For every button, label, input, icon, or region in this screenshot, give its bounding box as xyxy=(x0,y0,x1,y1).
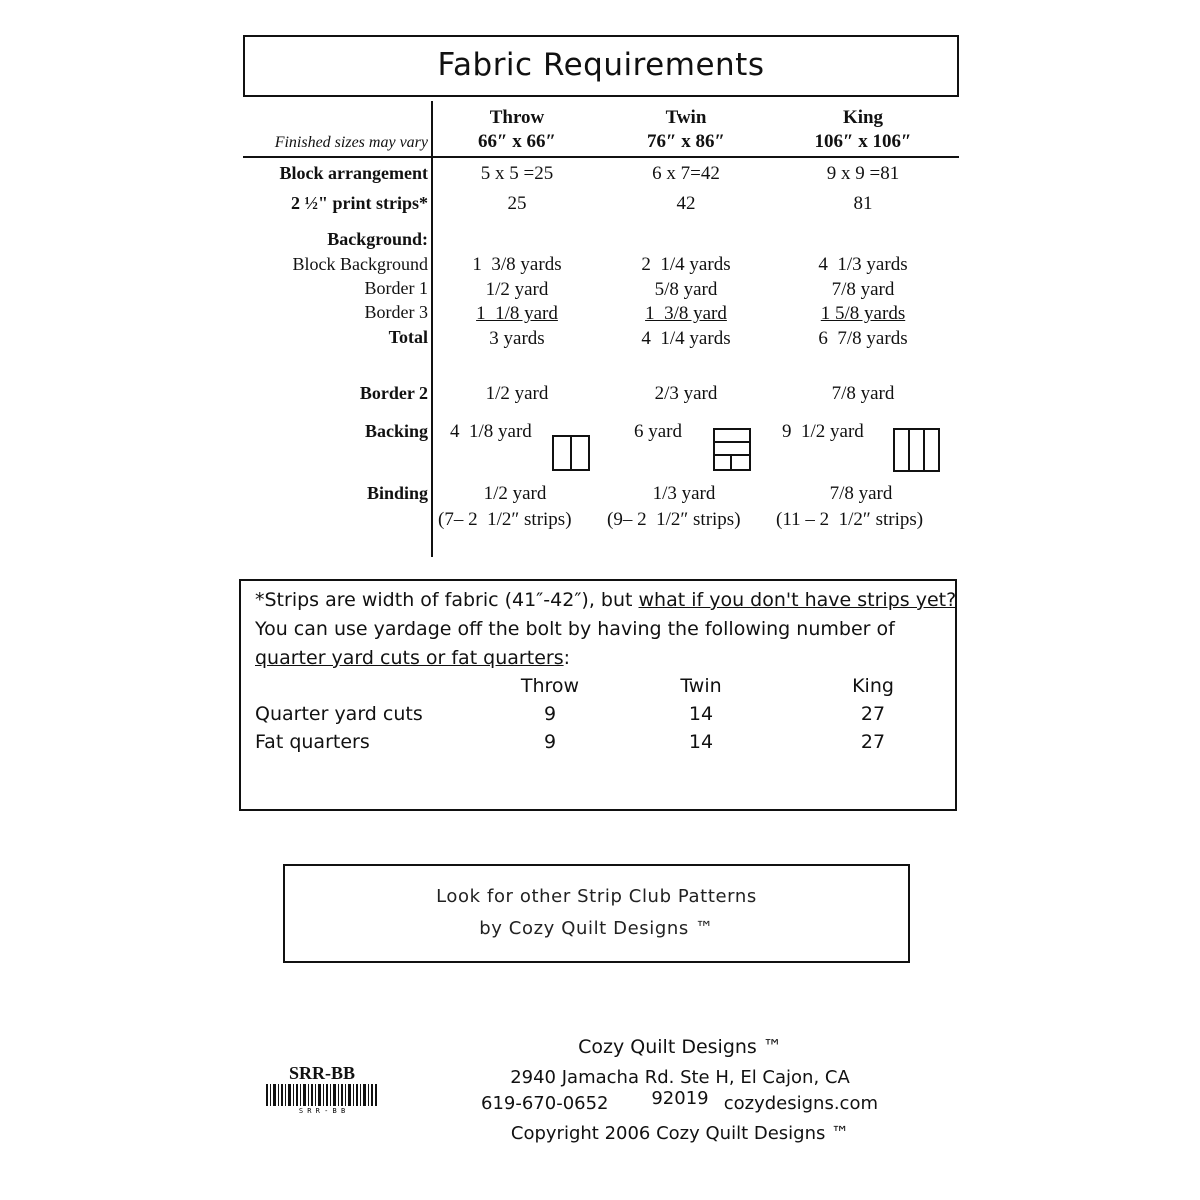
strips-note-line2: You can use yardage off the bolt by having the following number of xyxy=(255,618,895,640)
row-label-border1: Border 1 xyxy=(364,278,428,298)
column-header-throw: Throw xyxy=(489,107,545,128)
fat-quarters-throw: 9 xyxy=(543,731,557,753)
block-background-twin: 2 1/4 yards xyxy=(641,254,731,275)
diagram-seam xyxy=(715,441,749,443)
king-backing-diagram xyxy=(893,428,940,472)
row-label-border2: Border 2 xyxy=(359,383,428,403)
copyright: Copyright 2006 Cozy Quilt Designs ™ xyxy=(510,1123,850,1144)
binding-strips-king: (11 – 2 1/2″ strips) xyxy=(776,509,924,530)
binding-twin: 1/3 yard xyxy=(652,483,716,504)
backing-twin: 6 yard xyxy=(634,421,683,442)
total-king: 6 7/8 yards xyxy=(818,328,908,349)
strips-note-box xyxy=(239,579,957,811)
print-strips-twin: 42 xyxy=(676,193,696,214)
quarter-cuts-phrase: quarter yard cuts or fat quarters xyxy=(255,647,564,669)
company-website: cozydesigns.com xyxy=(723,1093,878,1114)
diagram-seam xyxy=(570,437,572,469)
border3-throw: 1 1/8 yard xyxy=(476,303,558,324)
row-label-print-strips: 2 ½" print strips* xyxy=(290,193,428,213)
block-arrangement-king: 9 x 9 =81 xyxy=(826,163,900,184)
column-header-king: King xyxy=(842,107,884,128)
diagram-seam xyxy=(908,430,910,470)
quarter-yard-label: Quarter yard cuts xyxy=(255,703,423,725)
strips-note-line1 xyxy=(255,589,956,611)
diagram-seam xyxy=(715,454,749,456)
print-strips-king: 81 xyxy=(853,193,873,214)
quarter-yard-twin: 14 xyxy=(688,703,714,725)
sku-label: SRR-BB xyxy=(288,1063,355,1083)
strips-note-colon: : xyxy=(563,647,570,669)
border1-twin: 5/8 yard xyxy=(654,279,718,300)
total-twin: 4 1/4 yards xyxy=(641,328,731,349)
row-label-total: Total xyxy=(388,327,428,347)
binding-throw: 1/2 yard xyxy=(483,483,547,504)
patterns-line1: Look for other Strip Club Patterns xyxy=(436,886,757,907)
throw-backing-diagram xyxy=(552,435,590,471)
barcode-text: S R R - B B xyxy=(298,1107,346,1114)
backing-throw: 4 1/8 yard xyxy=(450,421,532,442)
border3-twin: 1 3/8 yard xyxy=(645,303,727,324)
barcode xyxy=(266,1084,378,1114)
row-label-block-background: Block Background xyxy=(292,254,428,274)
fat-quarters-label: Fat quarters xyxy=(255,731,370,753)
block-arrangement-throw: 5 x 5 =25 xyxy=(480,163,554,184)
table-header-divider xyxy=(243,156,959,158)
strips-note-line3 xyxy=(255,647,570,669)
page-title: Fabric Requirements xyxy=(437,47,765,83)
strips-note-text: *Strips are width of fabric (41″-42″), but xyxy=(255,589,639,611)
other-patterns-box xyxy=(283,864,910,963)
total-throw: 3 yards xyxy=(489,328,545,349)
border1-king: 7/8 yard xyxy=(831,279,895,300)
company-name: Cozy Quilt Designs ™ xyxy=(578,1036,782,1058)
block-background-king: 4 1/3 yards xyxy=(818,254,908,275)
column-size-twin: 76″ x 86″ xyxy=(647,131,725,152)
strips-header-throw: Throw xyxy=(520,675,580,697)
background-heading: Background: xyxy=(327,229,428,249)
fat-quarters-king: 27 xyxy=(860,731,886,753)
border2-twin: 2/3 yard xyxy=(654,383,718,404)
border3-king: 1 5/8 yards xyxy=(820,303,906,324)
diagram-seam xyxy=(923,430,925,470)
strips-header-twin: Twin xyxy=(680,675,722,697)
quarter-yard-throw: 9 xyxy=(543,703,557,725)
column-size-king: 106″ x 106″ xyxy=(814,131,912,152)
row-label-block-arrangement: Block arrangement xyxy=(279,163,428,183)
border1-throw: 1/2 yard xyxy=(485,279,549,300)
block-arrangement-twin: 6 x 7=42 xyxy=(652,163,720,184)
block-background-throw: 1 3/8 yards xyxy=(472,254,562,275)
company-address: 2940 Jamacha Rd. Ste H, El Cajon, CA 92019 xyxy=(510,1067,850,1109)
strips-header-king: King xyxy=(852,675,894,697)
binding-strips-twin: (9– 2 1/2″ strips) xyxy=(607,509,741,530)
row-label-binding: Binding xyxy=(366,483,428,503)
row-label-border3: Border 3 xyxy=(364,302,428,322)
table-vertical-divider xyxy=(431,101,433,557)
border2-throw: 1/2 yard xyxy=(485,383,549,404)
twin-backing-diagram xyxy=(713,428,751,471)
company-phone: 619-670-0652 xyxy=(481,1093,609,1114)
fat-quarters-twin: 14 xyxy=(688,731,714,753)
patterns-line2: by Cozy Quilt Designs ™ xyxy=(479,918,714,939)
backing-king: 9 1/2 yard xyxy=(782,421,864,442)
column-header-twin: Twin xyxy=(665,107,707,128)
binding-king: 7/8 yard xyxy=(829,483,893,504)
row-label-backing: Backing xyxy=(364,421,428,441)
title-box xyxy=(243,35,959,97)
strips-question: what if you don't have strips yet? xyxy=(638,589,957,611)
print-strips-throw: 25 xyxy=(507,193,527,214)
binding-strips-throw: (7– 2 1/2″ strips) xyxy=(438,509,572,530)
finished-sizes-note: Finished sizes may vary xyxy=(274,134,428,151)
border2-king: 7/8 yard xyxy=(831,383,895,404)
quarter-yard-king: 27 xyxy=(860,703,886,725)
diagram-seam xyxy=(730,456,732,469)
barcode-bars xyxy=(266,1084,377,1106)
column-size-throw: 66″ x 66″ xyxy=(478,131,556,152)
